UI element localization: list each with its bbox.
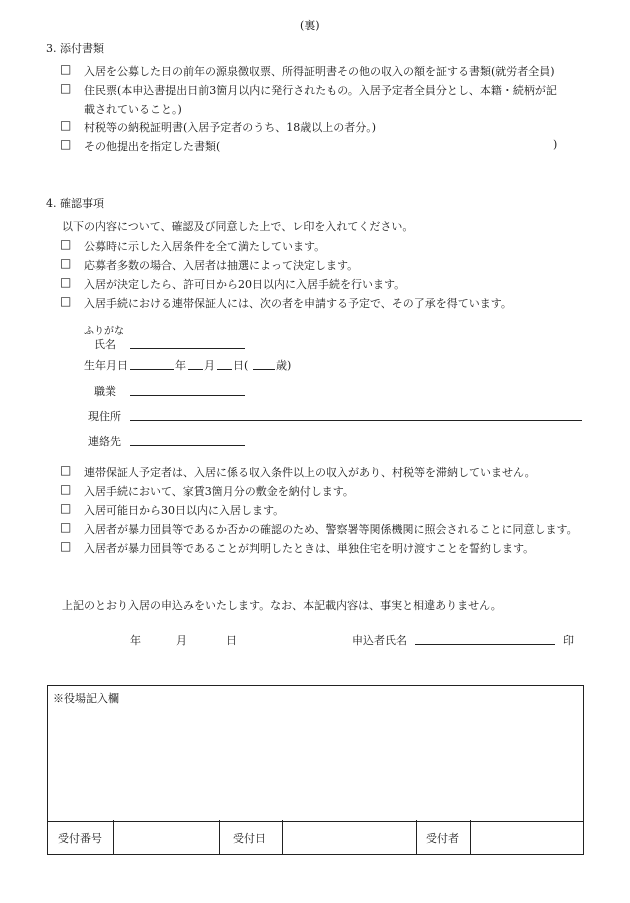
checkbox-icon[interactable]: □ [60,237,72,251]
applicant-name-field[interactable] [415,632,555,645]
seal-label: 印 [563,634,574,647]
dob-day-label: 日( [233,359,249,372]
age-label: 歳) [276,359,292,372]
receipt-no-field[interactable] [113,820,220,854]
checkbox-item[interactable] [60,520,71,534]
occupation-field[interactable] [130,383,245,396]
furigana-label: ふりがな [84,326,124,337]
checkbox-icon[interactable]: □ [60,275,72,289]
dob-label: 生年月日 [84,359,128,372]
contact-field[interactable] [130,433,245,446]
confirm-item-1: 公募時に示した入居条件を全て満たしています。 [84,240,326,253]
confirm-item-9: 入居者が暴力団員等であることが判明したときは、単独住宅を明け渡すことを誓約します。 [84,542,535,555]
confirm-item-3: 入居が決定したら、許可日から20日以内に入居手続を行います。 [84,278,406,291]
dob-day-field[interactable] [217,357,232,370]
guarantor-name-label: 氏名 [94,338,116,351]
receipt-date-label-cell [219,820,283,854]
attachment-item-3: 村税等の納税証明書(入居予定者のうち、18歳以上の者分。) [84,121,377,134]
attachment-item-4: その他提出を指定した書類( [84,140,221,153]
receiver-label-cell [416,820,471,854]
attachment-item-2-cont: 載されていること。) [84,103,182,116]
section4-title: 4. 確認事項 [46,197,104,210]
confirm-item-8: 入居者が暴力団員等であるか否かの確認のため、警察署等関係機関に照会されることに同意します。 [84,523,578,536]
receipt-no-label-cell [48,820,114,854]
age-field[interactable] [253,357,275,370]
date-day-label: 日 [226,634,237,647]
dob-year-label: 年 [175,359,186,372]
date-month-label: 月 [176,634,187,647]
checkbox-icon[interactable]: □ [60,256,72,270]
dob-month-label: 月 [204,359,215,372]
receiver-field[interactable] [470,820,583,854]
address-field[interactable] [130,408,582,421]
occupation-label: 職業 [94,385,116,398]
guarantor-name-field[interactable] [130,336,245,349]
date-year-label: 年 [130,634,141,647]
confirm-item-6: 入居手続において、家賃3箇月分の敷金を納付します。 [84,485,354,498]
checkbox-icon[interactable]: □ [60,482,72,496]
receipt-date-field[interactable] [282,820,417,854]
dob-year-field[interactable] [130,357,174,370]
attachment-item-2: 住民票(本申込書提出日前3箇月以内に発行されたもの。入居予定者全員分とし、本籍・続柄が記 [84,84,557,97]
checkbox-item[interactable] [60,501,71,515]
checkbox-item[interactable] [60,294,71,308]
checkbox-item[interactable] [60,275,71,289]
office-receipt-row [47,820,584,855]
checkbox-item[interactable] [60,118,71,132]
checkbox-icon[interactable]: □ [60,81,72,95]
checkbox-item[interactable] [60,62,71,76]
contact-label: 連絡先 [88,435,121,448]
office-use-title: ※役場記入欄 [53,692,119,705]
section4-intro: 以下の内容について、確認及び同意した上で、レ印を入れてください。 [62,220,414,233]
page-side-label: (裏) [300,19,320,32]
confirm-item-2: 応募者多数の場合、入居者は抽選によって決定します。 [84,259,359,272]
checkbox-icon[interactable]: □ [60,62,72,76]
checkbox-icon[interactable]: □ [60,501,72,515]
receipt-date-label: 受付日 [233,832,266,845]
checkbox-icon[interactable]: □ [60,137,72,151]
attachment-item-4-close: ) [553,138,558,151]
confirm-item-7: 入居可能日から30日以内に入居します。 [84,504,285,517]
checkbox-item[interactable] [60,137,71,151]
applicant-name-label: 申込者氏名 [352,634,407,647]
checkbox-icon[interactable]: □ [60,294,72,308]
checkbox-icon[interactable]: □ [60,520,72,534]
declaration-text: 上記のとおり入居の申込みをいたします。なお、本記載内容は、事実と相違ありません。 [62,599,502,612]
attachment-item-1: 入居を公募した日の前年の源泉徴収票、所得証明書その他の収入の額を証する書類(就労者全員) [84,65,555,78]
checkbox-item[interactable] [60,539,71,553]
checkbox-item[interactable] [60,463,71,477]
office-use-area [47,685,584,822]
receipt-no-label: 受付番号 [58,832,102,845]
checkbox-item[interactable] [60,237,71,251]
address-label: 現住所 [88,410,121,423]
checkbox-item[interactable] [60,81,71,95]
confirm-item-5: 連帯保証人予定者は、入居に係る収入条件以上の収入があり、村税等を滞納していません。 [84,466,536,479]
checkbox-item[interactable] [60,256,71,270]
checkbox-icon[interactable]: □ [60,539,72,553]
checkbox-icon[interactable]: □ [60,118,72,132]
checkbox-icon[interactable]: □ [60,463,72,477]
receiver-label: 受付者 [426,832,459,845]
confirm-item-4: 入居手続における連帯保証人には、次の者を申請する予定で、その了承を得ています。 [84,297,512,310]
section3-title: 3. 添付書類 [46,42,104,55]
checkbox-item[interactable] [60,482,71,496]
dob-month-field[interactable] [188,357,203,370]
